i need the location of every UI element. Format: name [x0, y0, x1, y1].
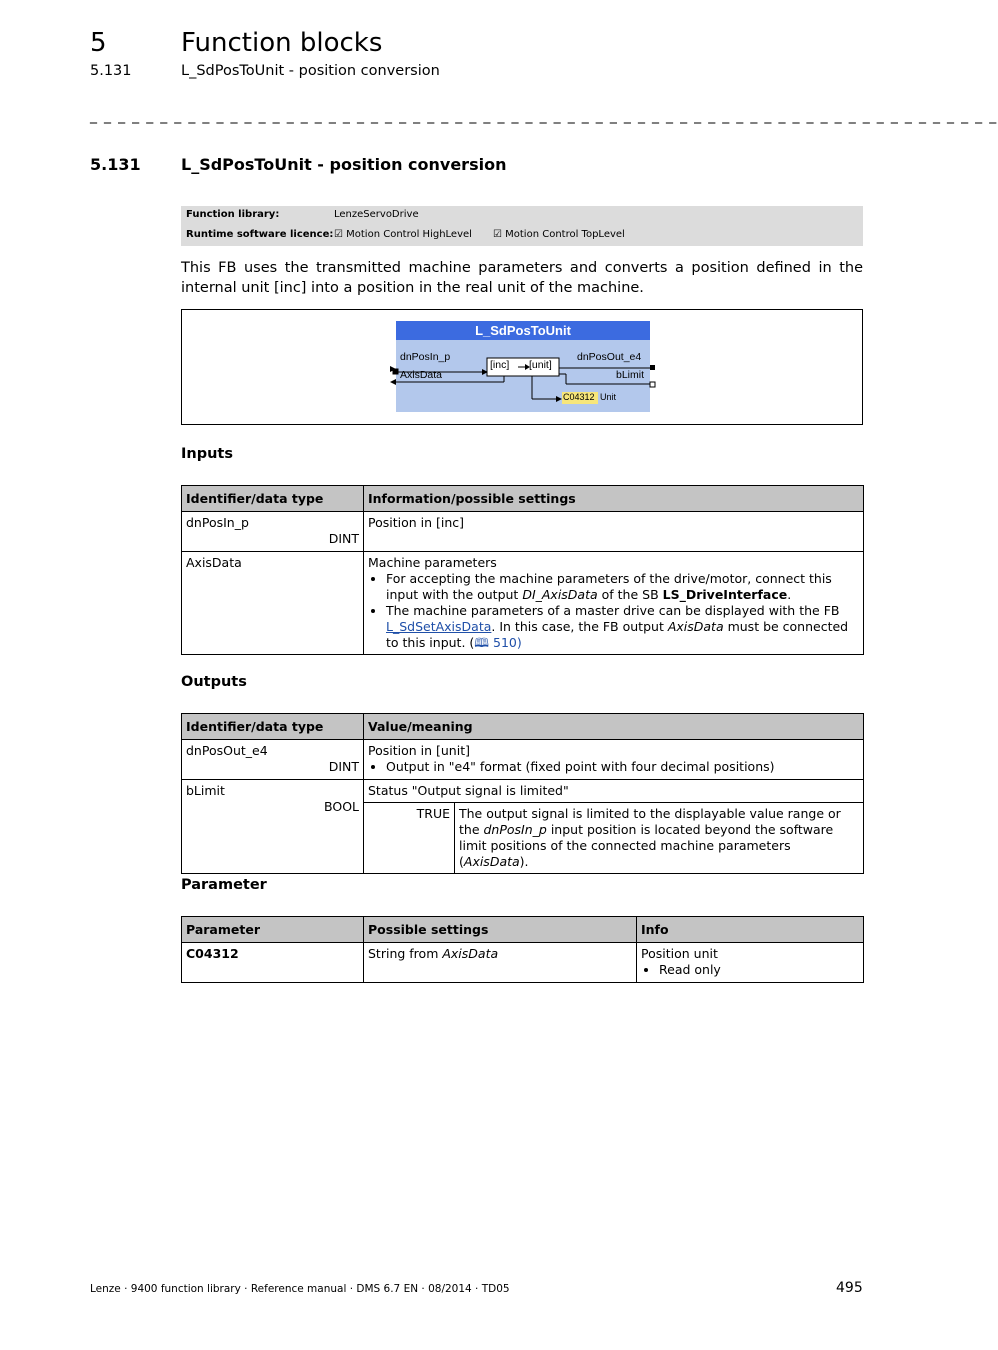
- parameter-table: [181, 916, 864, 983]
- input-info-list: [368, 571, 859, 651]
- chapter-title: Function blocks: [181, 28, 383, 58]
- output-info: Status "Output signal is limited": [364, 780, 864, 803]
- port-axisdata: AxisData: [400, 369, 443, 381]
- output-name: dnPosOut_e4: [186, 743, 268, 758]
- axisdata-left-arrow: [390, 379, 396, 385]
- input-info: Position in [inc]: [364, 512, 864, 552]
- link-l-sdsetaxisdata[interactable]: L_SdSetAxisData: [386, 619, 492, 634]
- outputs-col-identifier: Identifier/data type: [182, 714, 364, 740]
- inputs-heading: Inputs: [181, 446, 233, 462]
- input-type: DINT: [328, 531, 359, 546]
- inputs-col-info: Information/possible settings: [364, 486, 864, 512]
- library-value: LenzeServoDrive: [334, 209, 419, 220]
- library-label: Function library:: [186, 209, 280, 220]
- parameter-heading: Parameter: [181, 877, 267, 893]
- parameter-code: C04312: [563, 392, 595, 402]
- port-dnposin: dnPosIn_p: [400, 351, 451, 363]
- input-info: Machine parameters: [368, 555, 497, 570]
- function-block-title: L_SdPosToUnit: [396, 321, 650, 340]
- list-item: • The machine parameters of a master drive can be displayed with the FB L_SdSetAxisData. In this case, the FB output AxisData must be connected to this input. (🕮 510): [386, 603, 859, 651]
- output-info: Position in [unit]: [368, 743, 470, 758]
- output-value: TRUE: [364, 803, 455, 874]
- table-row: [182, 552, 864, 655]
- param-col-info: Info: [637, 917, 864, 943]
- output-name: bLimit: [186, 783, 225, 798]
- header-section-number: 5.131: [90, 63, 132, 79]
- input-name: AxisData: [182, 552, 364, 655]
- licence-label: Runtime software licence:: [186, 229, 334, 240]
- table-row: [182, 740, 864, 780]
- param-col-parameter: Parameter: [182, 917, 364, 943]
- diagram-connections: [182, 310, 862, 424]
- list-item: • Output in "e4" format (fixed point with four decimal positions): [386, 759, 859, 775]
- list-item: • For accepting the machine parameters of the drive/motor, connect this input with the output DI_AxisData of the SB LS_DriveInterface.: [386, 571, 859, 603]
- port-dnposout: dnPosOut_e4: [577, 351, 642, 363]
- inputs-col-identifier: Identifier/data type: [182, 486, 364, 512]
- intro-paragraph: This FB uses the transmitted machine parameters and converts a position defined in the internal unit [inc] into a position in the real unit of the machine.: [181, 260, 863, 296]
- parameter-unit-label: Unit: [600, 392, 617, 402]
- output-type: BOOL: [324, 799, 359, 814]
- section-title: L_SdPosToUnit - position conversion: [181, 155, 507, 174]
- inputs-table: [181, 485, 864, 655]
- dnposin-marker: [393, 369, 398, 374]
- header-separator: _ _ _ _ _ _ _ _ _ _ _ _ _ _ _ _ _ _ _ _ _ _ _ _ _ _ _ _ _ _ _ _ _ _ _ _ _ _ _ _ _ _ _ _ _ _ _ _ _ _ _ _ _ _ _ _ _ _ _ _ _ _ _ _ _: [90, 108, 998, 124]
- dnposout-marker: [650, 365, 655, 370]
- param-col-settings: Possible settings: [364, 917, 637, 943]
- param-info: Position unit: [641, 946, 718, 961]
- converter-to: [unit]: [529, 359, 552, 371]
- converter-from: [inc]: [490, 359, 510, 371]
- footer-text: Lenze · 9400 function library · Reference manual · DMS 6.7 EN · 08/2014 · TD05: [90, 1283, 510, 1295]
- output-type: DINT: [328, 759, 359, 774]
- licence-highlevel: ☑ Motion Control HighLevel: [334, 229, 472, 240]
- page-reference-link[interactable]: 🕮 510): [474, 635, 522, 650]
- outputs-col-value: Value/meaning: [364, 714, 864, 740]
- blimit-marker: [650, 382, 655, 387]
- chapter-number: 5: [90, 28, 107, 58]
- outputs-heading: Outputs: [181, 674, 247, 690]
- function-block-diagram: [181, 309, 863, 425]
- table-row: [182, 943, 864, 983]
- licence-toplevel: ☑ Motion Control TopLevel: [493, 229, 625, 240]
- section-number: 5.131: [90, 155, 141, 174]
- header-section-title: L_SdPosToUnit - position conversion: [181, 63, 440, 79]
- library-info-box: [181, 206, 863, 246]
- input-name: dnPosIn_p: [186, 515, 249, 530]
- param-settings: String from AxisData: [364, 943, 637, 983]
- outputs-table: [181, 713, 864, 874]
- param-code: C04312: [182, 943, 364, 983]
- list-item: • Read only: [659, 962, 859, 978]
- port-blimit: bLimit: [616, 369, 645, 381]
- page-number: 495: [836, 1280, 863, 1296]
- table-row: [182, 512, 864, 552]
- output-value-description: The output signal is limited to the displayable value range or the dnPosIn_p input position is located beyond the software limit positions of the connected machine parameters (AxisData).: [455, 803, 864, 874]
- table-row: [182, 780, 864, 803]
